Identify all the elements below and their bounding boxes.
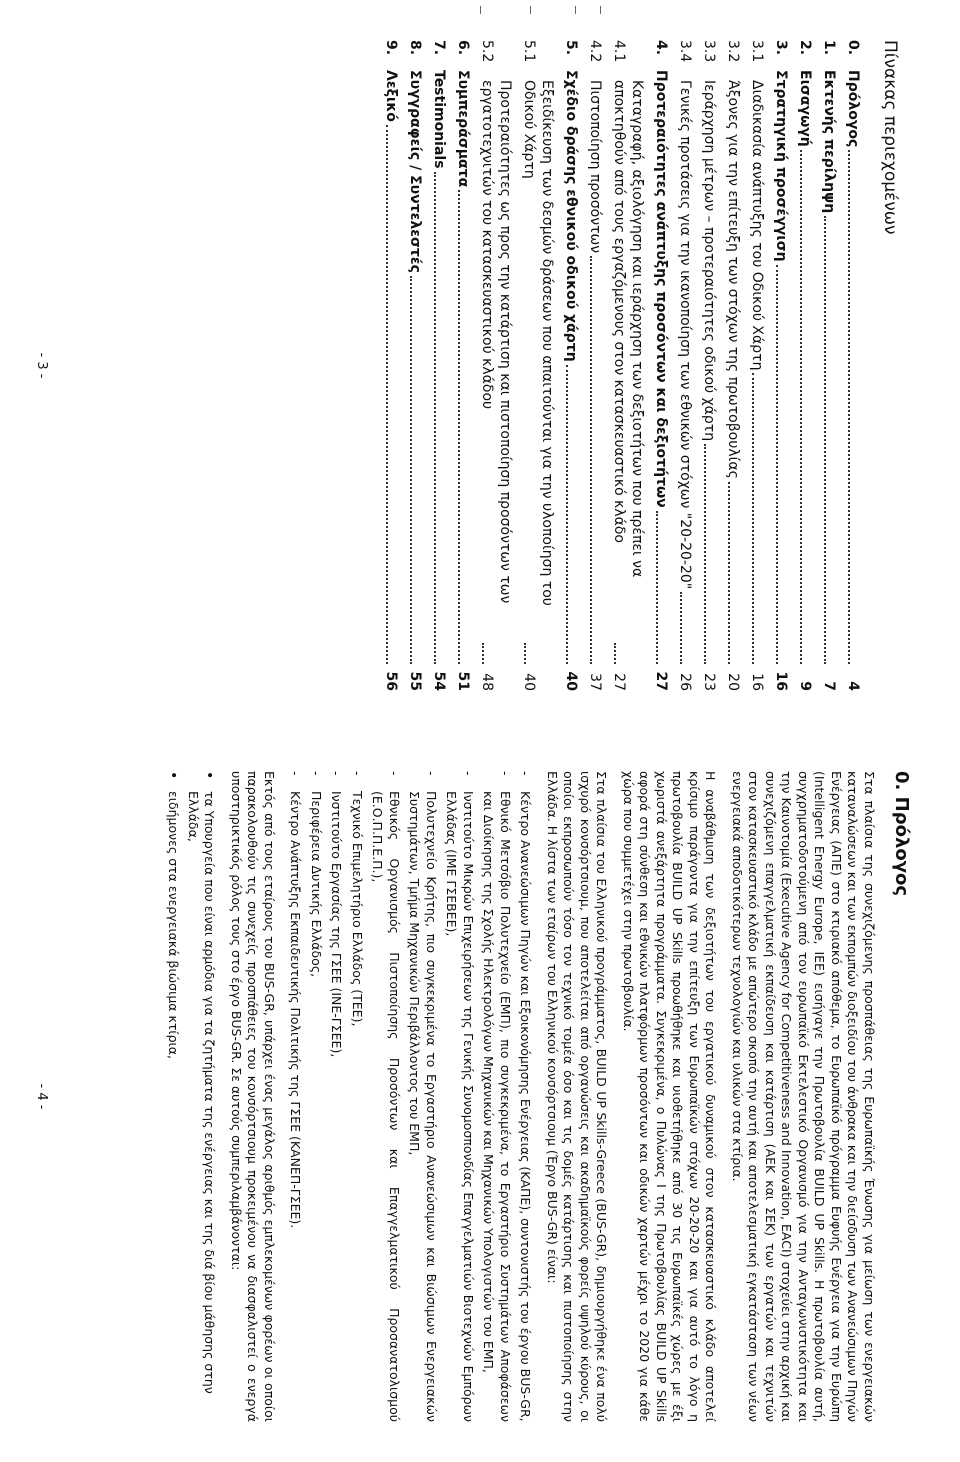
foreword-heading: 0. Πρόλογος <box>891 771 912 896</box>
partner-item <box>480 771 513 1422</box>
toc-entry-page: 27 <box>653 671 669 691</box>
toc-entry-number: 7. <box>431 40 447 56</box>
toc-entry[interactable] <box>820 40 838 691</box>
toc-title: Πίνακας περιεχομένων <box>880 40 900 235</box>
page-4 <box>0 731 960 1462</box>
page-number: - 3 - <box>34 352 49 379</box>
toc-entry-number: 3. <box>773 40 789 56</box>
toc-entry-title: Σχέδιο δράσης εθνικού οδικού χάρτη <box>563 70 579 362</box>
toc-entry-page: 27 <box>611 673 627 691</box>
toc-dot-leader <box>590 256 592 664</box>
toc-dot-leader <box>614 643 616 664</box>
toc-entry-title: Εξειδίκευση των δεσμών δράσεων που απαιτούνται για την υλοποίηση του Οδικού Χάρτη <box>521 80 555 606</box>
toc-entry-title: Ιεράρχηση μέτρων – προτεραιότητες οδικού χάρτη <box>701 80 717 442</box>
toc-entry-title: Γενικές προτάσεις για την ικανοποίηση των εθνικών στόχων "20-20-20" <box>677 80 693 590</box>
toc-entry-number: 1. <box>821 40 837 56</box>
page-number: - 4 - <box>34 1083 49 1110</box>
toc-dot-leader <box>704 444 706 664</box>
toc-entry-page: 48 <box>479 673 495 691</box>
toc-entry[interactable] <box>520 40 556 691</box>
partner-text: Τεχνικό Επιμελητήριο Ελλάδος (ΤΕΕ), <box>350 791 365 1027</box>
partner-text: Ινστιτούτο Εργασίας της ΓΣΕΕ (ΙΝΕ-ΓΣΕΕ), <box>329 791 345 1058</box>
toc-dot-leader <box>482 643 484 664</box>
toc-entry-page: 56 <box>383 671 399 691</box>
foreword-paragraph-4: Εκτός από τους εταίρους του BUS-GR, υπάρχει ένας μεγάλος αριθμός εμπλεκομένων φορέων οι οποίοι παρακολουθούν τις συνεχείς προσπάθειες του κονσόρτσιουμ προκειμένου να διασφαλιστεί ο ενεργά υποστηρικτικός ρόλος τους στο έργο BUS-GR. Σε αυτούς συμπεριλαμβάνονται: <box>229 771 277 1422</box>
dash-marker: - <box>424 771 439 776</box>
toc-dot-leader <box>752 373 754 664</box>
toc-entry-number: 4.1 <box>611 40 627 63</box>
toc-entry-page: 40 <box>563 671 579 691</box>
toc-dot-leader <box>458 190 460 664</box>
toc-entry[interactable] <box>562 40 580 691</box>
toc-entry[interactable] <box>478 40 514 691</box>
toc-content <box>376 40 900 691</box>
stakeholder-item <box>165 771 182 1422</box>
toc-entry[interactable] <box>586 40 604 691</box>
stakeholder-item <box>185 771 218 1422</box>
partner-text: Κέντρο Ανάπτυξης Εκπαιδευτικής Πολιτικής της ΓΣΕΕ (ΚΑΝΕΠ-ΓΣΕΕ). <box>288 791 304 1229</box>
bullet-icon: • <box>165 771 182 780</box>
toc-entry-title: Προτεραιότητες ανάπτυξης προσόντων και δεξιοτήτων <box>653 70 669 508</box>
toc-entry-title: Διαδικασία ανάπτυξης του Οδικού Χάρτη <box>749 80 765 371</box>
toc-entry-page: 20 <box>725 673 741 691</box>
toc-entry[interactable] <box>844 40 862 691</box>
toc-entry-page: 16 <box>749 673 765 691</box>
toc-entry-title: Καταγραφή, αξιολόγηση και ιεράρχηση των δεξιοτήτων που πρέπει να αποκτηθούν από τους εργαζόμενους στον κατασκευαστικό κλάδο <box>611 80 645 578</box>
partner-item <box>443 771 476 1422</box>
dash-marker: - <box>387 771 402 776</box>
toc-dot-leader <box>848 150 850 664</box>
partner-item <box>369 771 402 1422</box>
foreword-content <box>159 771 912 1422</box>
toc-entry-title: Πιστοποίηση προσόντων <box>587 80 603 254</box>
stakeholders-list <box>165 771 218 1422</box>
partner-text: Ινστιτούτο Μικρών Επιχειρήσεων της Γενικής Συνομοσπονδίας Επαγγελματιών Βιοτεχνών Εμπόρων Ελλάδας (ΙΜΕ ΓΣΕΒΕΕ), <box>444 791 476 1422</box>
toc-entry-page: 7 <box>821 681 837 691</box>
toc-entry[interactable] <box>430 40 448 691</box>
toc-entry-title: Testimonials <box>431 70 447 169</box>
toc-entry-page: 55 <box>407 671 423 691</box>
dash-marker: - <box>461 771 476 776</box>
bullet-icon: • <box>201 771 218 780</box>
toc-entry-page: 16 <box>773 671 789 691</box>
toc-entry-title: Εισαγωγή <box>797 70 813 147</box>
toc-entry-number: 3.3 <box>701 40 717 63</box>
partner-text: Περιφέρεια Δυτικής Ελλάδος, <box>309 791 324 978</box>
toc-entry-number: 3.4 <box>677 40 693 63</box>
foreword-paragraph-2: Η αναβάθμιση των δεξιοτήτων του εργατικού δυναμικού στον κατασκευαστικό κλάδο αποτελεί κρίσιμο παράγοντα για την επίτευξη των Ευρωπαϊκών στόχων 20-20-20 και για αυτό το λόγο η πρωτοβουλία BUILD UP Skills προωθήθηκε και υιοθετήθηκε από 30 τις Ευρωπαϊκές χώρες με έξι χωριστά ανεξάρτητα προγράμματα. Συγκεκριμένα, ο Πυλώνας I της Πρωτοβουλίας BUILD UP Skills αφορά στη σύνθεση και εθνικών πλατφόρμων προσόντων και οδικών χαρτών μέχρι το 2020 για κάθε χώρα που συμμετέχει στην πρωτοβουλία. <box>621 771 719 1422</box>
toc-list <box>382 40 862 691</box>
toc-entry-title: Εκτενής περίληψη <box>821 70 837 214</box>
toc-entry-number: 0. <box>845 40 861 56</box>
toc-entry-title: Συμπεράσματα <box>455 70 471 188</box>
toc-entry-number: 5. <box>563 40 579 56</box>
dash-marker: - <box>518 771 534 776</box>
toc-dot-leader <box>800 150 802 664</box>
toc-entry-page: 23 <box>701 673 717 691</box>
dash-marker: - <box>309 771 324 776</box>
toc-dot-leader <box>776 265 778 664</box>
partner-item <box>406 771 439 1422</box>
toc-dot-leader <box>824 216 826 664</box>
toc-entry-number: 8. <box>407 40 423 56</box>
toc-entry[interactable] <box>610 40 646 691</box>
partner-item <box>308 771 325 1422</box>
toc-dot-leader <box>728 482 730 664</box>
foreword-paragraph-3: Στα πλαίσια του Ελληνικού προγράμματος, BUILD UP Skills-Greece (BUS-GR), δημιουργήθηκε ένα πολύ ισχυρό κονσόρτσιουμ, που αποτελείται από οργανώσεις και ακαδημαϊκούς φορείς υψηλού κύρους, οι οποίοι εκπροσωπούν τόσο τον τεχνικό τομέα όσο και τις δομές κατάρτισης και πιστοποίησης στην Ελλάδα. Η λίστα των εταίρων του Ελληνικού κονσόρτσιουμ (Έργο BUS-GR) είναι: <box>545 771 610 1422</box>
partner-text: Κέντρο Ανανεώσιμων Πηγών και Εξοικονόμησης Ενέργειας (ΚΑΠΕ), συντονιστής του έργου BUS-GR, <box>518 791 534 1422</box>
dash-marker: - <box>498 771 513 776</box>
partner-item <box>287 771 304 1422</box>
toc-entry-page: 9 <box>797 681 813 691</box>
foreword-paragraph-1: Στα πλαίσια της συνεχιζόμενης προσπάθειας της Ευρωπαϊκής Ένωσης για μείωση των ενεργειακών καταναλώσεων και των εκπομπών διοξειδίου του άνθρακα και την διείσδυση των Ανανεώσιμων Πηγών Ενέργειας (ΑΠΕ) στο κτιριακό απόθεμα, το Ευρωπαϊκό πρόγραμμα Ευφυής Ενέργεια για την Ευρώπη (Intelligent Energy Europe, IEE) εισήγαγε την Πρωτοβουλία BUILD UP Skills. Η πρωτοβουλία αυτή, συγχρηματοδοτούμενη από τον ευρωπαϊκό Εκτελεστικό Οργανισμό για την Ανταγωνιστικότητα και την Καινοτομία (Executive Agency for Competitiveness and Innovation, EACI) στοχεύει στην αρχική και συνεχιζόμενη επαγγελματική εκπαίδευση και κατάρτιση (ΑΕΚ και ΣΕΚ) των εργατών και τεχνιτών στον κατασκευαστικό κλάδο με απώτερο σκοπό την αυτή και αποτελεσματική εγκατάσταση των νέων ενεργειακά αποδοτικότερων τεχνολογιών και υλικών στα κτίρια. <box>730 771 877 1422</box>
toc-entry[interactable] <box>748 40 766 691</box>
toc-dot-leader <box>524 643 526 664</box>
toc-entry[interactable] <box>454 40 472 691</box>
partner-item <box>328 771 345 1422</box>
partner-item <box>517 771 534 1422</box>
toc-entry[interactable] <box>700 40 718 691</box>
partner-item <box>349 771 366 1422</box>
toc-dot-leader <box>566 365 568 664</box>
toc-entry-number: 2. <box>797 40 813 56</box>
toc-entry-page: 54 <box>431 671 447 691</box>
toc-entry-page: 40 <box>521 673 537 691</box>
toc-entry-number: 3.1 <box>749 40 765 63</box>
partner-text: Εθνικός Οργανισμός Πιστοποίησης Προσόντων και Επαγγελματικού Προσανατολισμού (Ε.Ο.Π.Π.Ε.Π.), <box>370 791 402 1422</box>
toc-entry[interactable] <box>724 40 742 691</box>
toc-entry-page: 4 <box>845 681 861 691</box>
stakeholder-text: ειδήμονες στα ενεργειακά βιώσιμα κτίρια, <box>166 791 182 1059</box>
toc-entry[interactable] <box>652 40 670 691</box>
toc-entry-page: 51 <box>455 671 471 691</box>
stakeholder-text: τα Υπουργεία που είναι αρμόδια για τα ζητήματα της ενέργειας και της διά βίου μάθησης στην Ελλάδα, <box>186 791 218 1394</box>
toc-entry-title: Άξονες για την επίτευξη των στόχων της πρωτοβουλίας <box>725 80 741 479</box>
dash-marker: - <box>350 771 365 776</box>
toc-entry-number: 5.2 <box>479 40 495 63</box>
toc-dot-leader <box>680 592 682 664</box>
toc-entry[interactable] <box>796 40 814 691</box>
toc-entry-number: 5.1 <box>521 40 537 63</box>
toc-entry-number: 4. <box>653 40 669 56</box>
toc-entry-number: 6. <box>455 40 471 56</box>
toc-entry[interactable] <box>406 40 424 691</box>
page-4-canvas <box>0 731 960 1462</box>
toc-dot-leader <box>656 511 658 664</box>
toc-entry-page: 37 <box>587 673 603 691</box>
dash-marker: - <box>288 771 304 776</box>
partner-text: Εθνικό Μετσόβιο Πολυτεχνείο (ΕΜΠ), πιο συγκεκριμένα, το Εργαστήριο Συστημάτων Αποφάσεων και Διοίκησης της Σχολής Ηλεκτρολόγων Μηχανικών και Μηχανικών Υπολογιστών του ΕΜΠ, <box>481 791 513 1422</box>
partner-text: Πολυτεχνείο Κρήτης, πιο συγκεκριμένα το Εργαστήριο Ανανεώσιμων και Βιώσιμων Ενεργειακών Συστημάτων, Τμήμα Μηχανικών Περιβάλλοντος του ΕΜΠ, <box>407 791 439 1422</box>
toc-entry-page: 26 <box>677 673 693 691</box>
toc-entry-title: Πρόλογος <box>845 70 861 148</box>
toc-entry-number: 9. <box>383 40 399 56</box>
toc-entry[interactable] <box>772 40 790 691</box>
toc-entry[interactable] <box>382 40 400 691</box>
toc-entry[interactable] <box>676 40 694 691</box>
toc-dot-leader <box>386 125 388 664</box>
toc-entry-title: Λεξικό <box>383 70 399 122</box>
partners-list <box>287 771 534 1422</box>
toc-dot-leader <box>434 172 436 664</box>
toc-entry-number: 4.2 <box>587 40 603 63</box>
toc-entry-title: Προτεραιότητες ως προς την κατάρτιση και πιστοποίηση προσόντων των εργατοτεχνιτών του κατασκευαστικού κλάδου <box>479 80 513 604</box>
dash-marker: - <box>329 771 345 776</box>
toc-dot-leader <box>410 276 412 664</box>
toc-entry-title: Συγγραφείς / Συντελεστές <box>407 70 423 273</box>
toc-entry-title: Στρατηγική προσέγγιση <box>773 70 789 262</box>
toc-entry-number: 3.2 <box>725 40 741 63</box>
